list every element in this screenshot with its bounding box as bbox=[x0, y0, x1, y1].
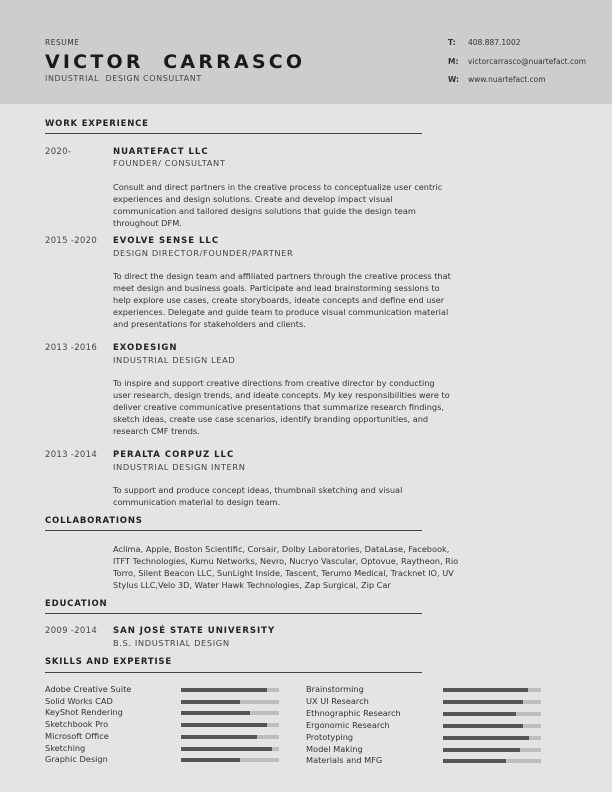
skill-bar-fill bbox=[181, 735, 257, 739]
skill-name: UX UI Research bbox=[306, 695, 369, 706]
section-divider bbox=[45, 530, 422, 531]
skill-bar bbox=[181, 747, 279, 751]
skill-bar-fill bbox=[443, 736, 529, 740]
skill-bar bbox=[443, 736, 541, 740]
section-divider bbox=[45, 613, 422, 614]
skill-row bbox=[45, 684, 285, 696]
skill-bar-fill bbox=[181, 688, 267, 692]
section-education-heading: EDUCATION bbox=[45, 599, 108, 609]
job-description: To inspire and support creative directions from creative director by conducting user research, design trends, and ideate concepts. My key responsibilities were to deliver creative communicative presentations that summarize research findings, sketch ideas, create use case scenarios, identify branding opportunities, and research CMF trends. bbox=[113, 378, 450, 436]
contact-website-value: www.nuartefact.com bbox=[468, 75, 546, 84]
job-company: EVOLVE SENSE LLC bbox=[113, 236, 220, 246]
skill-name: Sketchbook Pro bbox=[45, 719, 109, 730]
skill-bar-fill bbox=[181, 711, 250, 715]
job-company: EXODESIGN bbox=[113, 343, 178, 353]
contact-email bbox=[448, 57, 586, 66]
skill-row bbox=[45, 754, 285, 766]
contact-phone-label: T: bbox=[448, 38, 456, 47]
skill-bar bbox=[443, 759, 541, 763]
section-divider bbox=[45, 133, 422, 134]
job-role: FOUNDER/ CONSULTANT bbox=[113, 158, 226, 168]
job-description: To support and produce concept ideas, thumbnail sketching and visual communication material to design team. bbox=[113, 485, 403, 507]
skill-bar-fill bbox=[181, 747, 272, 751]
contact-email-value: victorcarrasco@nuartefact.com bbox=[468, 57, 587, 66]
skill-bar bbox=[181, 735, 279, 739]
skill-name: Brainstorming bbox=[306, 684, 364, 694]
skill-bar bbox=[443, 724, 541, 728]
job-company: NUARTEFACT LLC bbox=[113, 147, 209, 157]
education-degree: B.S. INDUSTRIAL DESIGN bbox=[113, 638, 230, 648]
skill-row bbox=[306, 696, 546, 708]
skill-row bbox=[306, 755, 546, 767]
job-role: INDUSTRIAL DESIGN LEAD bbox=[113, 355, 236, 365]
skill-bar-fill bbox=[443, 712, 516, 716]
education-school: SAN JOSÉ STATE UNIVERSITY bbox=[113, 626, 276, 636]
skill-name: Model Making bbox=[306, 743, 363, 754]
job-role: DESIGN DIRECTOR/FOUNDER/PARTNER bbox=[113, 248, 294, 258]
skill-bar-fill bbox=[181, 758, 240, 762]
job-company: PERALTA CORPUZ LLC bbox=[113, 450, 235, 460]
skill-bar bbox=[181, 711, 279, 715]
skill-name: Adobe Creative Suite bbox=[45, 684, 132, 694]
skill-bar-fill bbox=[443, 688, 528, 692]
job-dates: 2015 -2020 bbox=[45, 236, 98, 246]
skill-bar-fill bbox=[443, 759, 506, 763]
skill-row bbox=[45, 707, 285, 719]
skill-bar-fill bbox=[443, 748, 520, 752]
job-dates: 2020- bbox=[45, 147, 72, 157]
skill-row bbox=[45, 696, 285, 708]
skill-bar bbox=[181, 758, 279, 762]
skill-bar-fill bbox=[443, 700, 523, 704]
skill-row bbox=[45, 731, 285, 743]
skill-name: Prototyping bbox=[306, 731, 354, 742]
skill-name: Ergonomic Research bbox=[306, 719, 390, 730]
job-description: Consult and direct partners in the creative process to conceptualize user centric experiences and design solutions. Create and develop impact visual communication and tailored designs solutions that guide the design team throughout DFM. bbox=[113, 182, 443, 228]
collaborations-list: Aclima, Apple, Boston Scientific, Corsair, Dolby Laboratories, DataLase, Facebook, ITFT Technologies, Kumu Networks, Nevro, Nucryo Vascular, Optovue, Raytheon, Rio Torro, Silent Beacon LLC, SunLight Inside, Tascent, Terumo Medical, Tracknet IO, UV Stylus LLC,Velo 3D, Water Hawk Technologies, Zap Surgical, Zip Car bbox=[113, 544, 459, 590]
job-role: INDUSTRIAL DESIGN INTERN bbox=[113, 462, 246, 472]
skill-row bbox=[306, 732, 546, 744]
skill-name: Sketching bbox=[45, 742, 86, 753]
contact-website bbox=[448, 75, 546, 84]
skill-row bbox=[45, 719, 285, 731]
skill-bar bbox=[181, 688, 279, 692]
contact-phone bbox=[448, 38, 521, 47]
section-divider bbox=[45, 672, 422, 673]
contact-phone-value: 408.887.1002 bbox=[468, 38, 521, 47]
skill-row bbox=[306, 684, 546, 696]
skill-bar bbox=[443, 688, 541, 692]
contact-website-label: W: bbox=[448, 75, 460, 84]
job-dates: 2013 -2014 bbox=[45, 450, 98, 460]
skill-bar bbox=[181, 723, 279, 727]
skill-bar bbox=[181, 700, 279, 704]
skill-name: Ethnographic Research bbox=[306, 707, 401, 718]
contact-email-label: M: bbox=[448, 57, 459, 66]
skill-bar-fill bbox=[181, 723, 267, 727]
job-description: To direct the design team and affiliated partners through the creative process that meet design and business goals. Participate and lead brainstorming sessions to help explore use cases, create storyboards, ideate concepts and define end user experiences. Delegate and guide team to produce visual communication material and presentations for stakeholders and clients. bbox=[113, 271, 451, 329]
resume-label: RESUME bbox=[45, 38, 80, 47]
section-collaborations-heading: COLLABORATIONS bbox=[45, 516, 143, 526]
skill-row bbox=[306, 744, 546, 756]
candidate-title: INDUSTRIAL DESIGN CONSULTANT bbox=[45, 74, 202, 83]
skill-bar bbox=[443, 700, 541, 704]
skill-row bbox=[45, 743, 285, 755]
candidate-name: VICTOR CARRASCO bbox=[45, 51, 306, 73]
skill-bar-fill bbox=[443, 724, 523, 728]
skill-bar bbox=[443, 712, 541, 716]
section-skills-heading: SKILLS AND EXPERTISE bbox=[45, 657, 172, 667]
skill-bar-fill bbox=[181, 700, 240, 704]
skill-name: Solid Works CAD bbox=[45, 695, 113, 706]
education-dates: 2009 -2014 bbox=[45, 626, 98, 636]
section-work-heading: WORK EXPERIENCE bbox=[45, 119, 149, 129]
skill-name: Graphic Design bbox=[45, 754, 108, 765]
skill-name: Materials and MFG bbox=[306, 755, 383, 766]
job-dates: 2013 -2016 bbox=[45, 343, 98, 353]
skill-bar bbox=[443, 748, 541, 752]
skill-row bbox=[306, 708, 546, 720]
skill-name: KeyShot Rendering bbox=[45, 707, 123, 718]
skill-name: Microsoft Office bbox=[45, 730, 109, 741]
skill-row bbox=[306, 720, 546, 732]
